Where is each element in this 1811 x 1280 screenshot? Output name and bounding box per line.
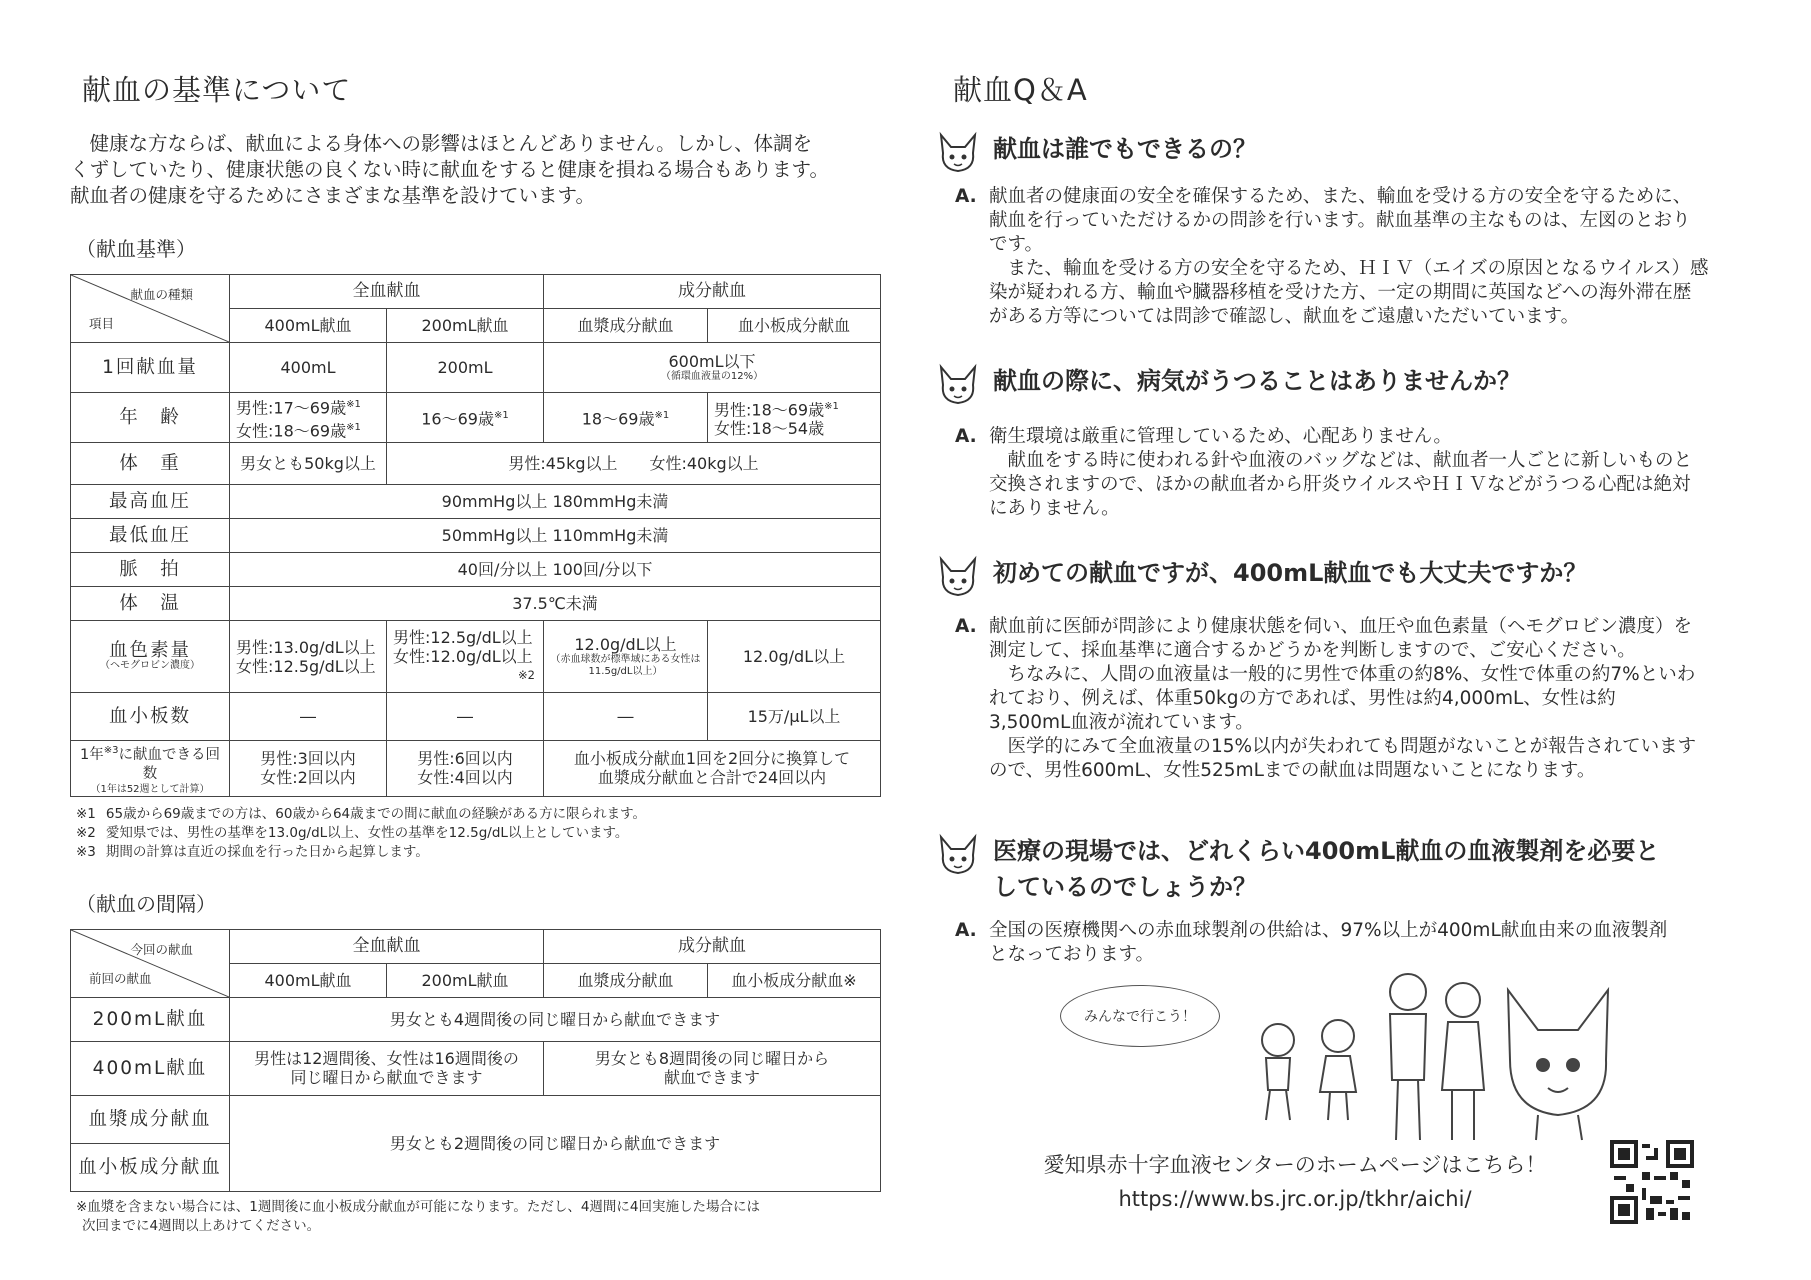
answer-mark: A. — [955, 426, 977, 447]
annual-component-a: 血小板成分献血1回を2回分に換算して — [573, 749, 851, 769]
volume-400: 400mL — [230, 343, 387, 393]
interval-400-comp-b: 献血できます — [663, 1068, 760, 1088]
question-2 — [935, 363, 1745, 407]
footer — [1000, 1148, 1590, 1216]
interval-400-component — [544, 1041, 881, 1095]
annual-sublabel: （1年は52週として計算） — [90, 783, 210, 795]
hemoglobin-label: 血色素量 — [108, 640, 191, 661]
left-column — [70, 60, 880, 1236]
header-whole-blood: 全血献血 — [230, 275, 544, 309]
answer-line: 衛生環境は厳重に管理しているため、心配ありません。 — [989, 426, 1452, 447]
hb-400-male: 男性:13.0g/dL以上 — [236, 637, 376, 657]
age-plasma — [544, 393, 708, 443]
answer-line: 献血前に医師が問診により健康状態を伺い、血圧や血色素量（ヘモグロビン濃度）を — [989, 616, 1693, 637]
interval-200-value: 男女とも4週間後の同じ曜日から献血できます — [230, 997, 881, 1041]
min-bp-value: 50mmHg以上 110mmHg未満 — [230, 519, 881, 553]
row-label-hemoglobin — [71, 621, 230, 693]
note-ref: ※1 — [824, 400, 839, 412]
annual-200 — [387, 741, 544, 797]
annual-label-b: に献血できる回数 — [118, 746, 220, 782]
mascot-icon — [935, 555, 981, 599]
interval-table-title: （献血の間隔） — [76, 891, 216, 916]
max-bp-value: 90mmHg以上 180mmHg未満 — [230, 485, 881, 519]
platelet-count-200: ― — [387, 693, 544, 741]
annual-component-b: 血漿成分献血と合計で24回以内 — [597, 768, 827, 788]
mascot-icon — [935, 833, 981, 877]
interval-corner-cell — [71, 929, 230, 997]
note-mark: ※2 — [76, 824, 96, 841]
age-platelet — [708, 393, 881, 443]
note-text: 期間の計算は直近の採血を行った日から起算します。 — [105, 843, 429, 860]
note-mark: ※3 — [76, 843, 96, 860]
answer-line: 医学的にみて全血液量の15%以内が失われても問題がないことが報告されています — [1007, 736, 1697, 757]
interval-component-value: 男女とも2週間後の同じ曜日から献血できます — [230, 1095, 881, 1191]
platelet-count-platelet: 15万/μL以上 — [708, 693, 881, 741]
age-400 — [230, 393, 387, 443]
footer-caption: 愛知県赤十字血液センターのホームページはこちら！ — [1043, 1153, 1547, 1177]
temperature-value: 37.5℃未満 — [230, 587, 881, 621]
question-line: しているのでしょうか？ — [993, 873, 1257, 901]
question-text — [993, 833, 1659, 905]
criteria-table — [70, 274, 881, 797]
answer-line: 測定して、採血基準に適合するかどうかを判断しますので、ご安心ください。 — [989, 640, 1636, 661]
annual-400-male: 男性:3回以内 — [260, 749, 356, 769]
volume-200: 200mL — [387, 343, 544, 393]
interval-header-platelet: 血小板成分献血※ — [708, 963, 881, 997]
note-item — [76, 805, 880, 824]
interval-note — [76, 1198, 880, 1236]
interval-header-plasma: 血漿成分献血 — [544, 963, 708, 997]
hb-plasma — [544, 621, 708, 693]
interval-400-whole-b: 同じ曜日から献血できます — [290, 1068, 483, 1088]
annual-200-male: 男性:6回以内 — [417, 749, 513, 769]
answer-line: ので、男性600mL、女性525mLまでの献血は問題ないことになります。 — [989, 760, 1596, 781]
annual-400 — [230, 741, 387, 797]
note-ref: ※1 — [346, 421, 361, 433]
answer-line: 交換されますので、ほかの献血者から肝炎ウイルスやＨＩＶなどがうつる心配は絶対 — [989, 474, 1691, 495]
answer-mark: A. — [955, 920, 977, 941]
criteria-notes — [76, 805, 880, 862]
answer-mark: A. — [955, 186, 977, 207]
note-mark: ※1 — [76, 805, 96, 822]
mascot-icon — [935, 131, 981, 175]
age-platelet-male: 男性:18～69歳 — [714, 400, 825, 420]
answer-2 — [955, 425, 1745, 521]
interval-400-whole — [230, 1041, 544, 1095]
answer-line: 3,500mL血液が流れています。 — [989, 712, 1254, 733]
answer-line: がある方等については問診で確認し、献血をご遠慮いただいています。 — [989, 306, 1580, 327]
header-platelet: 血小板成分献血 — [708, 309, 881, 343]
mascot-icon — [935, 363, 981, 407]
interval-row-plasma: 血漿成分献血 — [71, 1095, 230, 1143]
weight-400: 男女とも50kg以上 — [230, 443, 387, 485]
hb-400 — [230, 621, 387, 693]
row-label-max-bp: 最高血圧 — [71, 485, 230, 519]
interval-header-component: 成分献血 — [544, 929, 881, 963]
intro-paragraph — [70, 131, 880, 209]
question-1 — [935, 131, 1745, 175]
row-label-volume: 1回献血量 — [71, 343, 230, 393]
annual-200-female: 女性:4回以内 — [417, 768, 513, 788]
homepage-url[interactable]: https://www.bs.jrc.or.jp/tkhr/aichi/ — [1118, 1187, 1472, 1211]
answer-4 — [955, 919, 1745, 967]
answer-line: 全国の医療機関への赤血球製剤の供給は、97%以上が400mL献血由来の血液製剤 — [989, 920, 1668, 941]
answer-line: 献血をする時に使われる針や血液のバッグなどは、献血者一人ごとに新しいものと — [1007, 450, 1693, 471]
note-text: 65歳から69歳までの方は、60歳から64歳までの間に献血の経験がある方に限られます。 — [105, 805, 647, 822]
corner-top-label: 献血の種類 — [130, 287, 193, 302]
volume-component-note: （循環血液量の12%） — [660, 371, 764, 382]
weight-rest: 男性:45kg以上 女性:40kg以上 — [387, 443, 881, 485]
row-label-pulse: 脈 拍 — [71, 553, 230, 587]
hb-platelet: 12.0g/dL以上 — [708, 621, 881, 693]
annual-component — [544, 741, 881, 797]
row-label-weight: 体 重 — [71, 443, 230, 485]
interval-row-platelet: 血小板成分献血 — [71, 1143, 230, 1191]
note-ref: ※2 — [518, 668, 535, 682]
annual-400-female: 女性:2回以内 — [260, 768, 356, 788]
row-label-age: 年 齢 — [71, 393, 230, 443]
hb-200-female: 女性:12.0g/dL以上 — [393, 647, 533, 666]
question-text: 初めての献血ですが、400mL献血でも大丈夫ですか？ — [993, 559, 1588, 587]
hb-200 — [387, 621, 544, 693]
question-line: 医療の現場では、どれくらい400mL献血の血液製剤を必要と — [993, 837, 1660, 865]
hb-plasma-value: 12.0g/dL以上 — [574, 635, 677, 654]
interval-header-whole: 全血献血 — [230, 929, 544, 963]
answer-line: にありません。 — [989, 498, 1120, 519]
age-400-male: 男性:17～69歳 — [236, 398, 347, 418]
intro-line: 健康な方ならば、献血による身体への影響はほとんどありません。しかし、体調を — [89, 132, 813, 155]
answer-line: また、輸血を受ける方の安全を守るため、ＨＩＶ（エイズの原因となるウイルス）感 — [1007, 258, 1709, 279]
qr-code-icon[interactable] — [1610, 1140, 1694, 1224]
interval-header-200: 200mL献血 — [387, 963, 544, 997]
interval-row-200: 200mL献血 — [71, 997, 230, 1041]
note-item — [76, 824, 880, 843]
interval-400-comp-a: 男女とも8週間後の同じ曜日から — [594, 1049, 830, 1069]
annual-label-a: 1年 — [80, 746, 104, 763]
right-column — [935, 60, 1745, 967]
header-plasma: 血漿成分献血 — [544, 309, 708, 343]
note-ref: ※1 — [654, 410, 670, 422]
answer-1 — [955, 185, 1745, 329]
age-platelet-female: 女性:18～54歳 — [714, 419, 825, 439]
criteria-corner-cell — [71, 275, 230, 343]
interval-row-400: 400mL献血 — [71, 1041, 230, 1095]
row-label-temperature: 体 温 — [71, 587, 230, 621]
hemoglobin-sublabel: （ヘモグロビン濃度） — [100, 660, 200, 671]
note-item — [76, 843, 880, 862]
row-label-platelet-count: 血小板数 — [71, 693, 230, 741]
note-ref: ※1 — [346, 399, 361, 411]
platelet-count-400: ― — [230, 693, 387, 741]
interval-400-whole-a: 男性は12週間後、女性は16週間後の — [254, 1049, 519, 1069]
answer-line: ちなみに、人間の血液量は一般的に男性で体重の約8%、女性で体重の約7%といわ — [1007, 664, 1696, 685]
intro-line: 献血者の健康を守るためにさまざまな基準を設けています。 — [70, 184, 595, 207]
age-200-value: 16～69歳 — [421, 409, 494, 429]
age-400-female: 女性:18～69歳 — [236, 420, 347, 440]
row-label-annual — [71, 741, 230, 797]
corner-bottom-label: 項目 — [89, 316, 115, 331]
volume-component — [544, 343, 881, 393]
platelet-count-plasma: ― — [544, 693, 708, 741]
row-label-min-bp: 最低血圧 — [71, 519, 230, 553]
answer-line: となっております。 — [989, 944, 1155, 965]
question-3 — [935, 555, 1745, 599]
age-plasma-value: 18～69歳 — [581, 409, 655, 429]
answer-line: れており、例えば、体重50kgの方であれば、男性は約4,000mL、女性は約 — [989, 688, 1616, 709]
answer-line: 献血者の健康面の安全を確保するため、また、輸血を受ける方の安全を守るために、 — [989, 186, 1692, 207]
question-text: 献血の際に、病気がうつることはありませんか？ — [993, 367, 1521, 395]
answer-3 — [955, 615, 1745, 783]
question-4 — [935, 833, 1745, 905]
note-text: 愛知県では、男性の基準を13.0g/dL以上、女性の基準を12.5g/dL以上としています。 — [105, 824, 629, 841]
interval-note-line: 次回までに4週間以上あけてください。 — [82, 1217, 321, 1234]
answer-line: 染が疑われる方、輸血や臓器移植を受けた方、一定の期間に英国などへの海外滞在歴 — [989, 282, 1692, 303]
criteria-table-title: （献血基準） — [76, 237, 196, 261]
answer-line: です。 — [989, 234, 1044, 255]
corner-top-label: 今回の献血 — [130, 941, 193, 957]
hb-plasma-note: （赤血球数が標準域にある女性は11.5g/dL以上） — [550, 654, 701, 677]
qa-section-title: 献血Q＆A — [953, 73, 1088, 107]
interval-table — [70, 929, 881, 1192]
pulse-value: 40回/分以上 100回/分以下 — [230, 553, 881, 587]
interval-header-400: 400mL献血 — [230, 963, 387, 997]
speech-bubble: みんなで行こう！ — [1060, 985, 1220, 1047]
answer-line: 献血を行っていただけるかの問診を行います。献血基準の主なものは、左図のとおり — [989, 210, 1691, 231]
hb-400-female: 女性:12.5g/dL以上 — [236, 656, 376, 676]
criteria-section-title: 献血の基準について — [82, 73, 352, 107]
answer-mark: A. — [955, 616, 977, 637]
hb-200-male: 男性:12.5g/dL以上 — [393, 628, 533, 647]
age-200 — [387, 393, 544, 443]
intro-line: くずしていたり、健康状態の良くない時に献血をすると健康を損ねる場合もあります。 — [70, 158, 829, 181]
header-200ml: 200mL献血 — [387, 309, 544, 343]
interval-note-line: ※血漿を含まない場合には、1週間後に血小板成分献血が可能になります。ただし、4週間に4回実施した場合には — [76, 1198, 760, 1215]
header-400ml: 400mL献血 — [230, 309, 387, 343]
header-component: 成分献血 — [544, 275, 881, 309]
volume-component-value: 600mL以下 — [668, 352, 756, 371]
question-text: 献血は誰でもできるの？ — [993, 135, 1257, 163]
family-mascot-illustration — [1238, 970, 1628, 1150]
note-ref: ※1 — [493, 410, 509, 422]
note-ref: ※3 — [103, 745, 119, 756]
corner-bottom-label: 前回の献血 — [89, 970, 152, 986]
